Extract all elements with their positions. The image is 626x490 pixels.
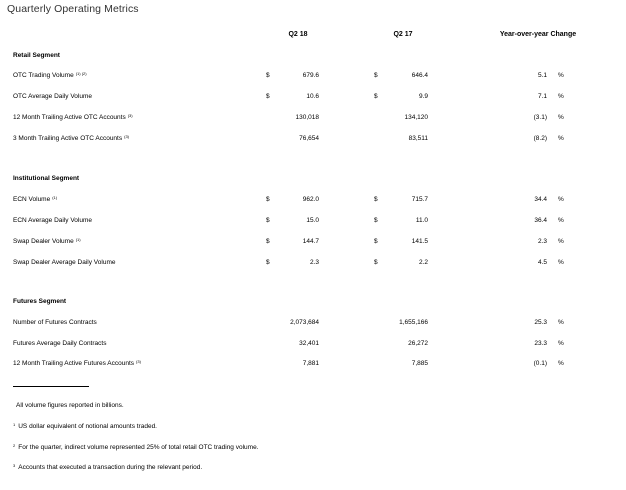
table-row — [0, 237, 626, 247]
value-yoy-change: 23.3 — [534, 340, 547, 347]
value-yoy-change: (3.1) — [533, 114, 547, 121]
footnote-ref: (1) — [75, 237, 81, 242]
value-q2-18: 76,654 — [299, 135, 319, 142]
value-q2-17: 2.2 — [418, 259, 428, 266]
value-q2-17: 1,655,166 — [399, 319, 428, 326]
currency-symbol: $ — [374, 238, 378, 245]
column-header-q2-18: Q2 18 — [288, 31, 308, 38]
value-q2-17: 141.5 — [411, 238, 428, 245]
row-label: 12 Month Trailing Active Futures Accounts $^{(3)}$ — [13, 359, 141, 367]
footnote: All volume figures reported in billions. — [16, 402, 124, 409]
row-label: OTC Average Daily Volume — [13, 93, 92, 100]
percent-sign: % — [558, 114, 564, 121]
percent-sign: % — [558, 196, 564, 203]
value-yoy-change: 5.1 — [537, 72, 547, 79]
value-q2-17: 11.0 — [415, 217, 428, 224]
currency-symbol: $ — [266, 72, 270, 79]
currency-symbol: $ — [374, 217, 378, 224]
row-label: ECN Average Daily Volume — [13, 217, 93, 224]
value-q2-17: 83,511 — [408, 135, 428, 142]
value-yoy-change: 36.4 — [534, 217, 547, 224]
footnote: $^2$ For the quarter, indirect volume represented 25% of total retail OTC trading volume. — [13, 443, 259, 451]
currency-symbol: $ — [374, 93, 378, 100]
currency-symbol: $ — [374, 196, 378, 203]
value-yoy-change: 4.5 — [537, 259, 547, 266]
value-yoy-change: (8.2) — [533, 135, 547, 142]
table-row — [0, 195, 626, 205]
percent-sign: % — [558, 135, 564, 142]
footnote-ref: (3) — [127, 113, 133, 118]
value-q2-18: 679.6 — [302, 72, 319, 79]
value-q2-17: 134,120 — [404, 114, 428, 121]
footnote-divider — [13, 386, 89, 387]
row-label: Swap Dealer Volume $^{(1)}$ — [13, 237, 81, 245]
footnote-ref: (3) — [136, 359, 141, 364]
value-yoy-change: 7.1 — [537, 93, 547, 100]
percent-sign: % — [558, 340, 564, 347]
value-q2-17: 26,272 — [408, 340, 428, 347]
column-header-yoy-change: Year-over-year Change — [499, 31, 577, 38]
footnote-ref: (3) — [124, 134, 129, 139]
currency-symbol: $ — [266, 217, 270, 224]
value-q2-18: 144.7 — [302, 238, 319, 245]
value-q2-18: 10.6 — [306, 93, 319, 100]
percent-sign: % — [558, 72, 564, 79]
footnote-marker: 3 — [13, 463, 16, 468]
table-row — [0, 216, 626, 226]
row-label: Futures Average Daily Contracts — [13, 340, 107, 347]
table-row — [0, 318, 626, 328]
value-yoy-change: 25.3 — [534, 319, 547, 326]
row-label: 12 Month Trailing Active OTC Accounts $^{(3)}$ — [13, 113, 133, 121]
footnote: $^1$ US dollar equivalent of notional amounts traded. — [13, 422, 157, 430]
value-q2-18: 2,073,684 — [290, 319, 319, 326]
row-label: Swap Dealer Average Daily Volume — [13, 259, 116, 266]
value-q2-17: 7,885 — [411, 360, 428, 367]
section-heading-futures: Futures Segment — [13, 298, 67, 305]
currency-symbol: $ — [374, 72, 378, 79]
section-heading-retail: Retail Segment — [13, 52, 60, 59]
percent-sign: % — [558, 217, 564, 224]
row-label: 3 Month Trailing Active OTC Accounts $^{(3)}$ — [13, 134, 129, 142]
page-title: Quarterly Operating Metrics — [7, 3, 139, 15]
currency-symbol: $ — [374, 259, 378, 266]
table-row — [0, 113, 626, 123]
table-row — [0, 339, 626, 349]
percent-sign: % — [558, 93, 564, 100]
row-label: ECN Volume $^{(1)}$ — [13, 195, 58, 203]
percent-sign: % — [558, 360, 564, 367]
currency-symbol: $ — [266, 238, 270, 245]
table-row — [0, 71, 626, 81]
value-q2-18: 32,401 — [299, 340, 319, 347]
value-q2-18: 15.0 — [306, 217, 319, 224]
table-row — [0, 134, 626, 144]
currency-symbol: $ — [266, 259, 270, 266]
value-q2-18: 130,018 — [295, 114, 319, 121]
table-row — [0, 258, 626, 268]
percent-sign: % — [558, 238, 564, 245]
value-q2-17: 646.4 — [411, 72, 428, 79]
value-yoy-change: 2.3 — [537, 238, 547, 245]
row-label: Number of Futures Contracts — [13, 319, 97, 326]
value-yoy-change: 34.4 — [534, 196, 547, 203]
section-heading-institutional: Institutional Segment — [13, 175, 80, 182]
percent-sign: % — [558, 319, 564, 326]
value-yoy-change: (0.1) — [533, 360, 547, 367]
value-q2-18: 7,881 — [302, 360, 319, 367]
footnote: $^3$ Accounts that executed a transaction during the relevant period. — [13, 463, 203, 471]
table-row — [0, 359, 626, 369]
footnote-marker: 1 — [13, 422, 16, 427]
footnote-marker: 2 — [13, 443, 16, 448]
table-row — [0, 92, 626, 102]
column-header-q2-17: Q2 17 — [393, 31, 413, 38]
currency-symbol: $ — [266, 196, 270, 203]
value-q2-17: 9.9 — [418, 93, 428, 100]
percent-sign: % — [558, 259, 564, 266]
value-q2-18: 962.0 — [302, 196, 319, 203]
currency-symbol: $ — [266, 93, 270, 100]
row-label: OTC Trading Volume $^{(1) (2)}$ — [13, 71, 87, 79]
value-q2-17: 715.7 — [411, 196, 428, 203]
value-q2-18: 2.3 — [309, 259, 319, 266]
footnote-ref: (1) — [52, 195, 58, 200]
footnote-ref: (1) (2) — [75, 71, 87, 76]
